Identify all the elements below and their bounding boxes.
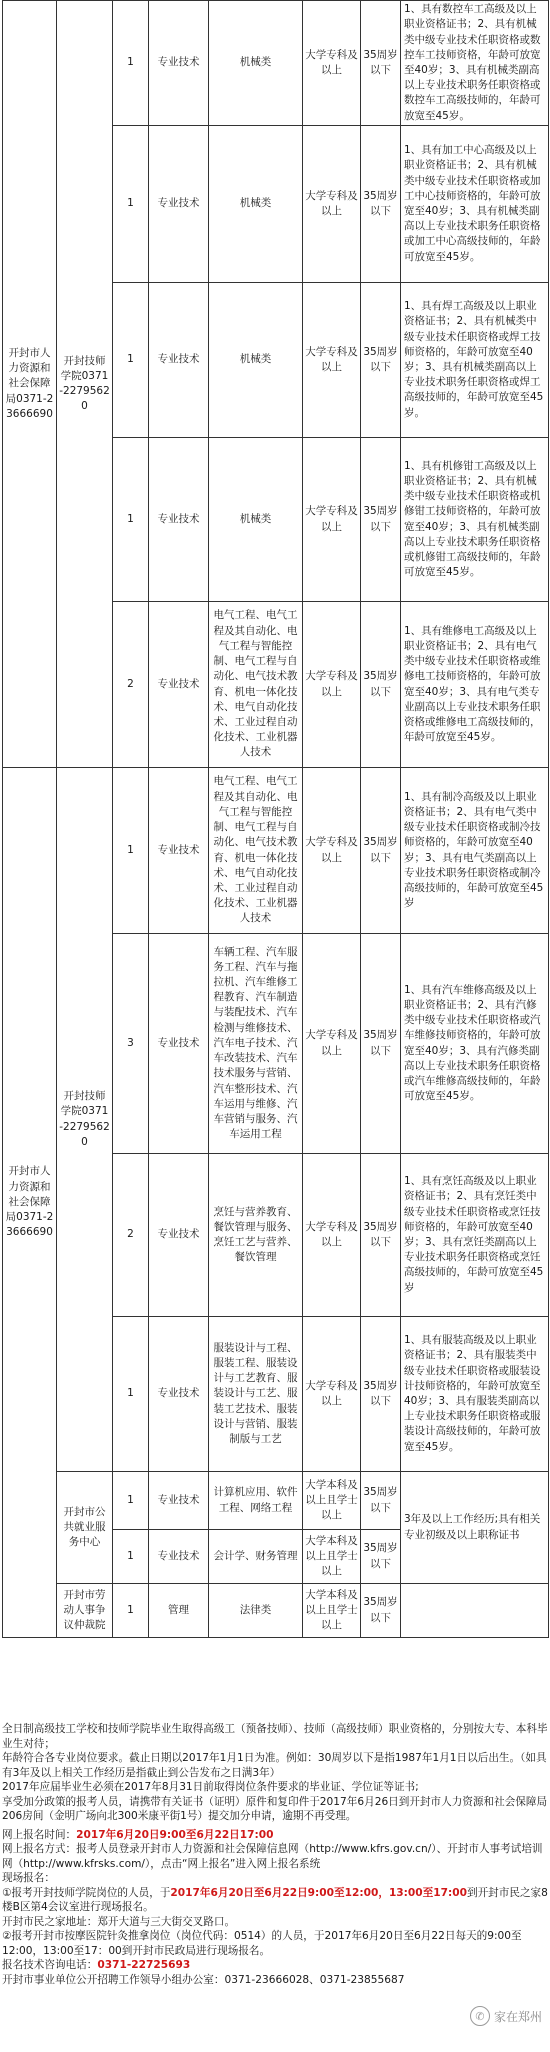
major-cell: 机械类 [209, 438, 303, 602]
education-cell: 大学专科及以上 [303, 1, 361, 126]
age-cell: 35周岁以下 [361, 126, 401, 283]
note-age: 年龄符合各专业岗位要求。截止日期以2017年1月1日为准。例如：30周岁以下是指1987年1月1日以后出生。（如具有3年及以上相关工作经历是指截止到公告发布之日满3年） [2, 1752, 547, 1779]
post-type-cell: 专业技术 [149, 602, 209, 768]
age-cell: 35周岁以下 [361, 1584, 401, 1638]
registration-method: 网上报名方式：报考人员登录开封市人力资源和社会保障信息网（http://www.kfrs.gov.cn/）、开封市人事考试培训网（http://www.kfrsks.com/），点击“网上报名”进入网上报名系统 [2, 1843, 543, 1870]
quota-cell: 1 [113, 126, 149, 283]
school-cell: 开封技师学院0371-22795620 [57, 1, 113, 768]
requirement-cell: 1、具有汽车维修高级及以上职业资格证书；2、具有汽修类中级专业技术任职资格或汽车维修技师资格的，年龄可放宽至40岁；3、具有汽修类副高以上专业技术职务任职资格或汽车维修高级技师的，年龄可放宽至45岁。 [401, 934, 549, 1154]
requirement-cell: 1、具有数控车工高级及以上职业资格证书；2、具有机械类中级专业技术任职资格或数控车工技师资格，年龄可放宽至40岁；3、具有机械类副高以上专业技术职务任职资格或数控车工高级技师的，年龄可放宽至45岁。 [401, 1, 549, 126]
quota-cell: 1 [113, 1472, 149, 1530]
education-cell: 大学专科及以上 [303, 602, 361, 768]
quota-cell: 1 [113, 1584, 149, 1638]
post-type-cell: 专业技术 [149, 438, 209, 602]
requirement-cell: 1、具有焊工高级及以上职业资格证书；2、具有机械类中级专业技术任职资格或焊工技师资格的，年龄可放宽至40岁；3、具有机械类副高以上专业技术职务任职资格或焊工高级技师的，年龄可放宽至45岁。 [401, 283, 549, 438]
quota-cell: 1 [113, 1530, 149, 1584]
onsite-registration-1-time: 2017年6月20日至6月22日9:00至12:00，13:00至17:00 [170, 1886, 467, 1899]
post-type-cell: 专业技术 [149, 768, 209, 934]
age-cell: 35周岁以下 [361, 768, 401, 934]
age-cell: 35周岁以下 [361, 283, 401, 438]
requirement-cell: 1、具有服装高级及以上职业资格证书；2、具有服装类中级专业技术任职资格或服装设计技师资格的，年龄可放宽至40岁；3、具有服装类副高以上专业技术职务任职资格或服装设计高级技师的，年龄可放宽至45岁。 [401, 1317, 549, 1472]
age-cell: 35周岁以下 [361, 1317, 401, 1472]
notes-section [2, 1722, 548, 2050]
post-type-cell: 专业技术 [149, 1317, 209, 1472]
consult-phone-line: 报名技术咨询电话：0371-22725693 [2, 1959, 191, 1971]
watermark [470, 2006, 542, 2026]
note-fresh-graduates: 2017年应届毕业生必须在2017年8月31日前取得岗位条件要求的毕业证、学位证等证书; [2, 1781, 419, 1793]
requirement-cell: 1、具有机修钳工高级及以上职业资格证书；2、具有机械类中级专业技术任职资格或机修钳工技师资格的，年龄可放宽至40岁；3、具有机械类副高以上专业技术职务任职资格或机修钳工高级技师的，年龄可放宽至45岁。 [401, 438, 549, 602]
age-cell: 35周岁以下 [361, 1530, 401, 1584]
post-type-cell: 管理 [149, 1584, 209, 1638]
education-cell: 大学本科及以上且学士以上 [303, 1472, 361, 1530]
registration-time-label: 网上报名时间： [2, 1828, 77, 1841]
school-cell: 开封市劳动人事争议仲裁院 [57, 1584, 113, 1638]
quota-cell: 1 [113, 438, 149, 602]
major-cell: 机械类 [209, 126, 303, 283]
consult-phone: 0371-22725693 [97, 1959, 191, 1971]
age-cell: 35周岁以下 [361, 1154, 401, 1317]
table-row [3, 768, 549, 934]
quota-cell: 1 [113, 768, 149, 934]
age-cell: 35周岁以下 [361, 934, 401, 1154]
requirement-cell: 1、具有加工中心高级及以上职业资格证书；2、具有机械类中级专业技术任职资格或加工中心技师资格的，年龄可放宽至40岁；3、具有机械类副高以上专业技术职务任职资格或加工中心高级技师的，年龄可放宽至45岁。 [401, 126, 549, 283]
education-cell: 大学专科及以上 [303, 1154, 361, 1317]
education-cell: 大学专科及以上 [303, 934, 361, 1154]
post-type-cell: 专业技术 [149, 1154, 209, 1317]
post-type-cell: 专业技术 [149, 1530, 209, 1584]
requirement-cell: 1、具有维修电工高级及以上职业资格证书；2、具有电气类中级专业技术任职资格或维修电工技师资格的，年龄可放宽至40岁；3、具有电气类专业副高以上专业技术职务任职资格或维修电工高级技师的，年龄可放宽至45岁。 [401, 602, 549, 768]
major-cell: 机械类 [209, 1, 303, 126]
note-bonus-points: 享受加分政策的报考人员，请携带有关证书（证明）原件和复印件于2017年6月26日到开封市人力资源和社会保障局206房间（金明广场向北300米康平街1号）提交加分申请，逾期不再受理。 [2, 1795, 548, 1822]
registration-time: 2017年6月20日9:00至6月22日17:00 [76, 1828, 274, 1841]
requirement-cell [401, 1584, 549, 1638]
education-cell: 大学专科及以上 [303, 126, 361, 283]
quota-cell: 2 [113, 1154, 149, 1317]
table-row [3, 1472, 549, 1530]
note-graduates: 全日制高级技工学校和技师学院毕业生取得高级工（预备技师）、技师（高级技师）职业资格的，分别按大专、本科毕业生对待； [2, 1723, 548, 1750]
onsite-registration-label: 现场报名： [2, 1872, 55, 1884]
age-cell: 35周岁以下 [361, 1472, 401, 1530]
education-cell: 大学专科及以上 [303, 438, 361, 602]
major-cell: 电气工程、电气工程及其自动化、电气工程与智能控制、电气工程与自动化、电气技术教育、机电一体化技术、电气自动化技术、工业过程自动化技术、工业机器人技术 [209, 602, 303, 768]
education-cell: 大学本科及以上且学士以上 [303, 1584, 361, 1638]
post-type-cell: 专业技术 [149, 283, 209, 438]
major-cell: 服装设计与工程、服装工程、服装设计与工艺教育、服装设计与工艺、服装工艺技术、服装设计与营销、服装制版与工艺 [209, 1317, 303, 1472]
requirement-cell: 1、具有制冷高级及以上职业资格证书；2、具有电气类中级专业技术任职资格或制冷技师资格的，年龄可放宽至40岁；3、具有电气类副高以上专业技术职务任职资格或制冷高级技师的，年龄可放宽至45岁 [401, 768, 549, 934]
recruitment-table [2, 0, 549, 1638]
major-cell: 电气工程、电气工程及其自动化、电气工程与智能控制、电气工程与自动化、电气技术教育、机电一体化技术、电气自动化技术、工业过程自动化技术、工业机器人技术 [209, 768, 303, 934]
office-phones: 开封市事业单位公开招聘工作领导小组办公室：0371-23666028、0371-23855687 [2, 1973, 405, 1986]
major-cell: 车辆工程、汽车服务工程、汽车与拖拉机、汽车维修工程教育、汽车制造与装配技术、汽车检测与维修技术、汽车电子技术、汽车改装技术、汽车技术服务与营销、汽车整形技术、汽车运用与维修、汽车营销与服务、汽车运用工程 [209, 934, 303, 1154]
major-cell: 会计学、财务管理 [209, 1530, 303, 1584]
requirement-cell: 1、具有烹饪高级及以上职业资格证书；2、具有烹饪类中级专业技术任职资格或烹饪技师资格的，年龄可放宽至40岁；3、具有烹饪类副高以上专业技术职务任职资格或烹饪高级技师的，年龄可放宽至45岁 [401, 1154, 549, 1317]
quota-cell: 1 [113, 283, 149, 438]
age-cell: 35周岁以下 [361, 438, 401, 602]
quota-cell: 2 [113, 602, 149, 768]
age-cell: 35周岁以下 [361, 602, 401, 768]
major-cell: 烹饪与营养教育、餐饮管理与服务、烹饪工艺与营养、餐饮管理 [209, 1154, 303, 1317]
education-cell: 大学专科及以上 [303, 283, 361, 438]
quota-cell: 3 [113, 934, 149, 1154]
wechat-icon: ✆ [470, 2006, 490, 2026]
unit-cell: 开封市人力资源和社会保障局0371-23666690 [3, 1, 57, 768]
post-type-cell: 专业技术 [149, 1, 209, 126]
post-type-cell: 专业技术 [149, 126, 209, 283]
onsite-registration-1: ①报考开封技师学院岗位的人员，于2017年6月20日至6月22日9:00至12:00，13:00至17:00到开封市民之家8楼B区第4会议室进行现场报名。 [2, 1886, 548, 1913]
post-type-cell: 专业技术 [149, 1472, 209, 1530]
registration-time-line [2, 1828, 548, 1843]
requirement-cell: 3年及以上工作经历;具有相关专业初级及以上职称证书 [401, 1472, 549, 1584]
major-cell: 机械类 [209, 283, 303, 438]
education-cell: 大学本科及以上且学士以上 [303, 1530, 361, 1584]
onsite-registration-2: ②报考开封市按摩医院针灸推拿岗位（岗位代码：0514）的人员，于2017年6月20日至6月22日每天的9:00至12:00，13:00至17：00到开封市民政局进行现场报名。 [2, 1930, 522, 1957]
school-cell: 开封技师学院0371-22795620 [57, 768, 113, 1472]
education-cell: 大学专科及以上 [303, 1317, 361, 1472]
unit-cell: 开封市人力资源和社会保障局0371-23666690 [3, 768, 57, 1638]
table-row [3, 1, 549, 126]
education-cell: 大学专科及以上 [303, 768, 361, 934]
quota-cell: 1 [113, 1, 149, 126]
quota-cell: 1 [113, 1317, 149, 1472]
age-cell: 35周岁以下 [361, 1, 401, 126]
school-cell: 开封市公共就业服务中心 [57, 1472, 113, 1584]
major-cell: 计算机应用、软件工程、网络工程 [209, 1472, 303, 1530]
watermark-text: 家在郑州 [493, 2009, 542, 2024]
major-cell: 法律类 [209, 1584, 303, 1638]
citizen-center-address: 开封市民之家地址：郑开大道与三大街交叉路口。 [2, 1915, 236, 1928]
table-row [3, 1584, 549, 1638]
post-type-cell: 专业技术 [149, 934, 209, 1154]
